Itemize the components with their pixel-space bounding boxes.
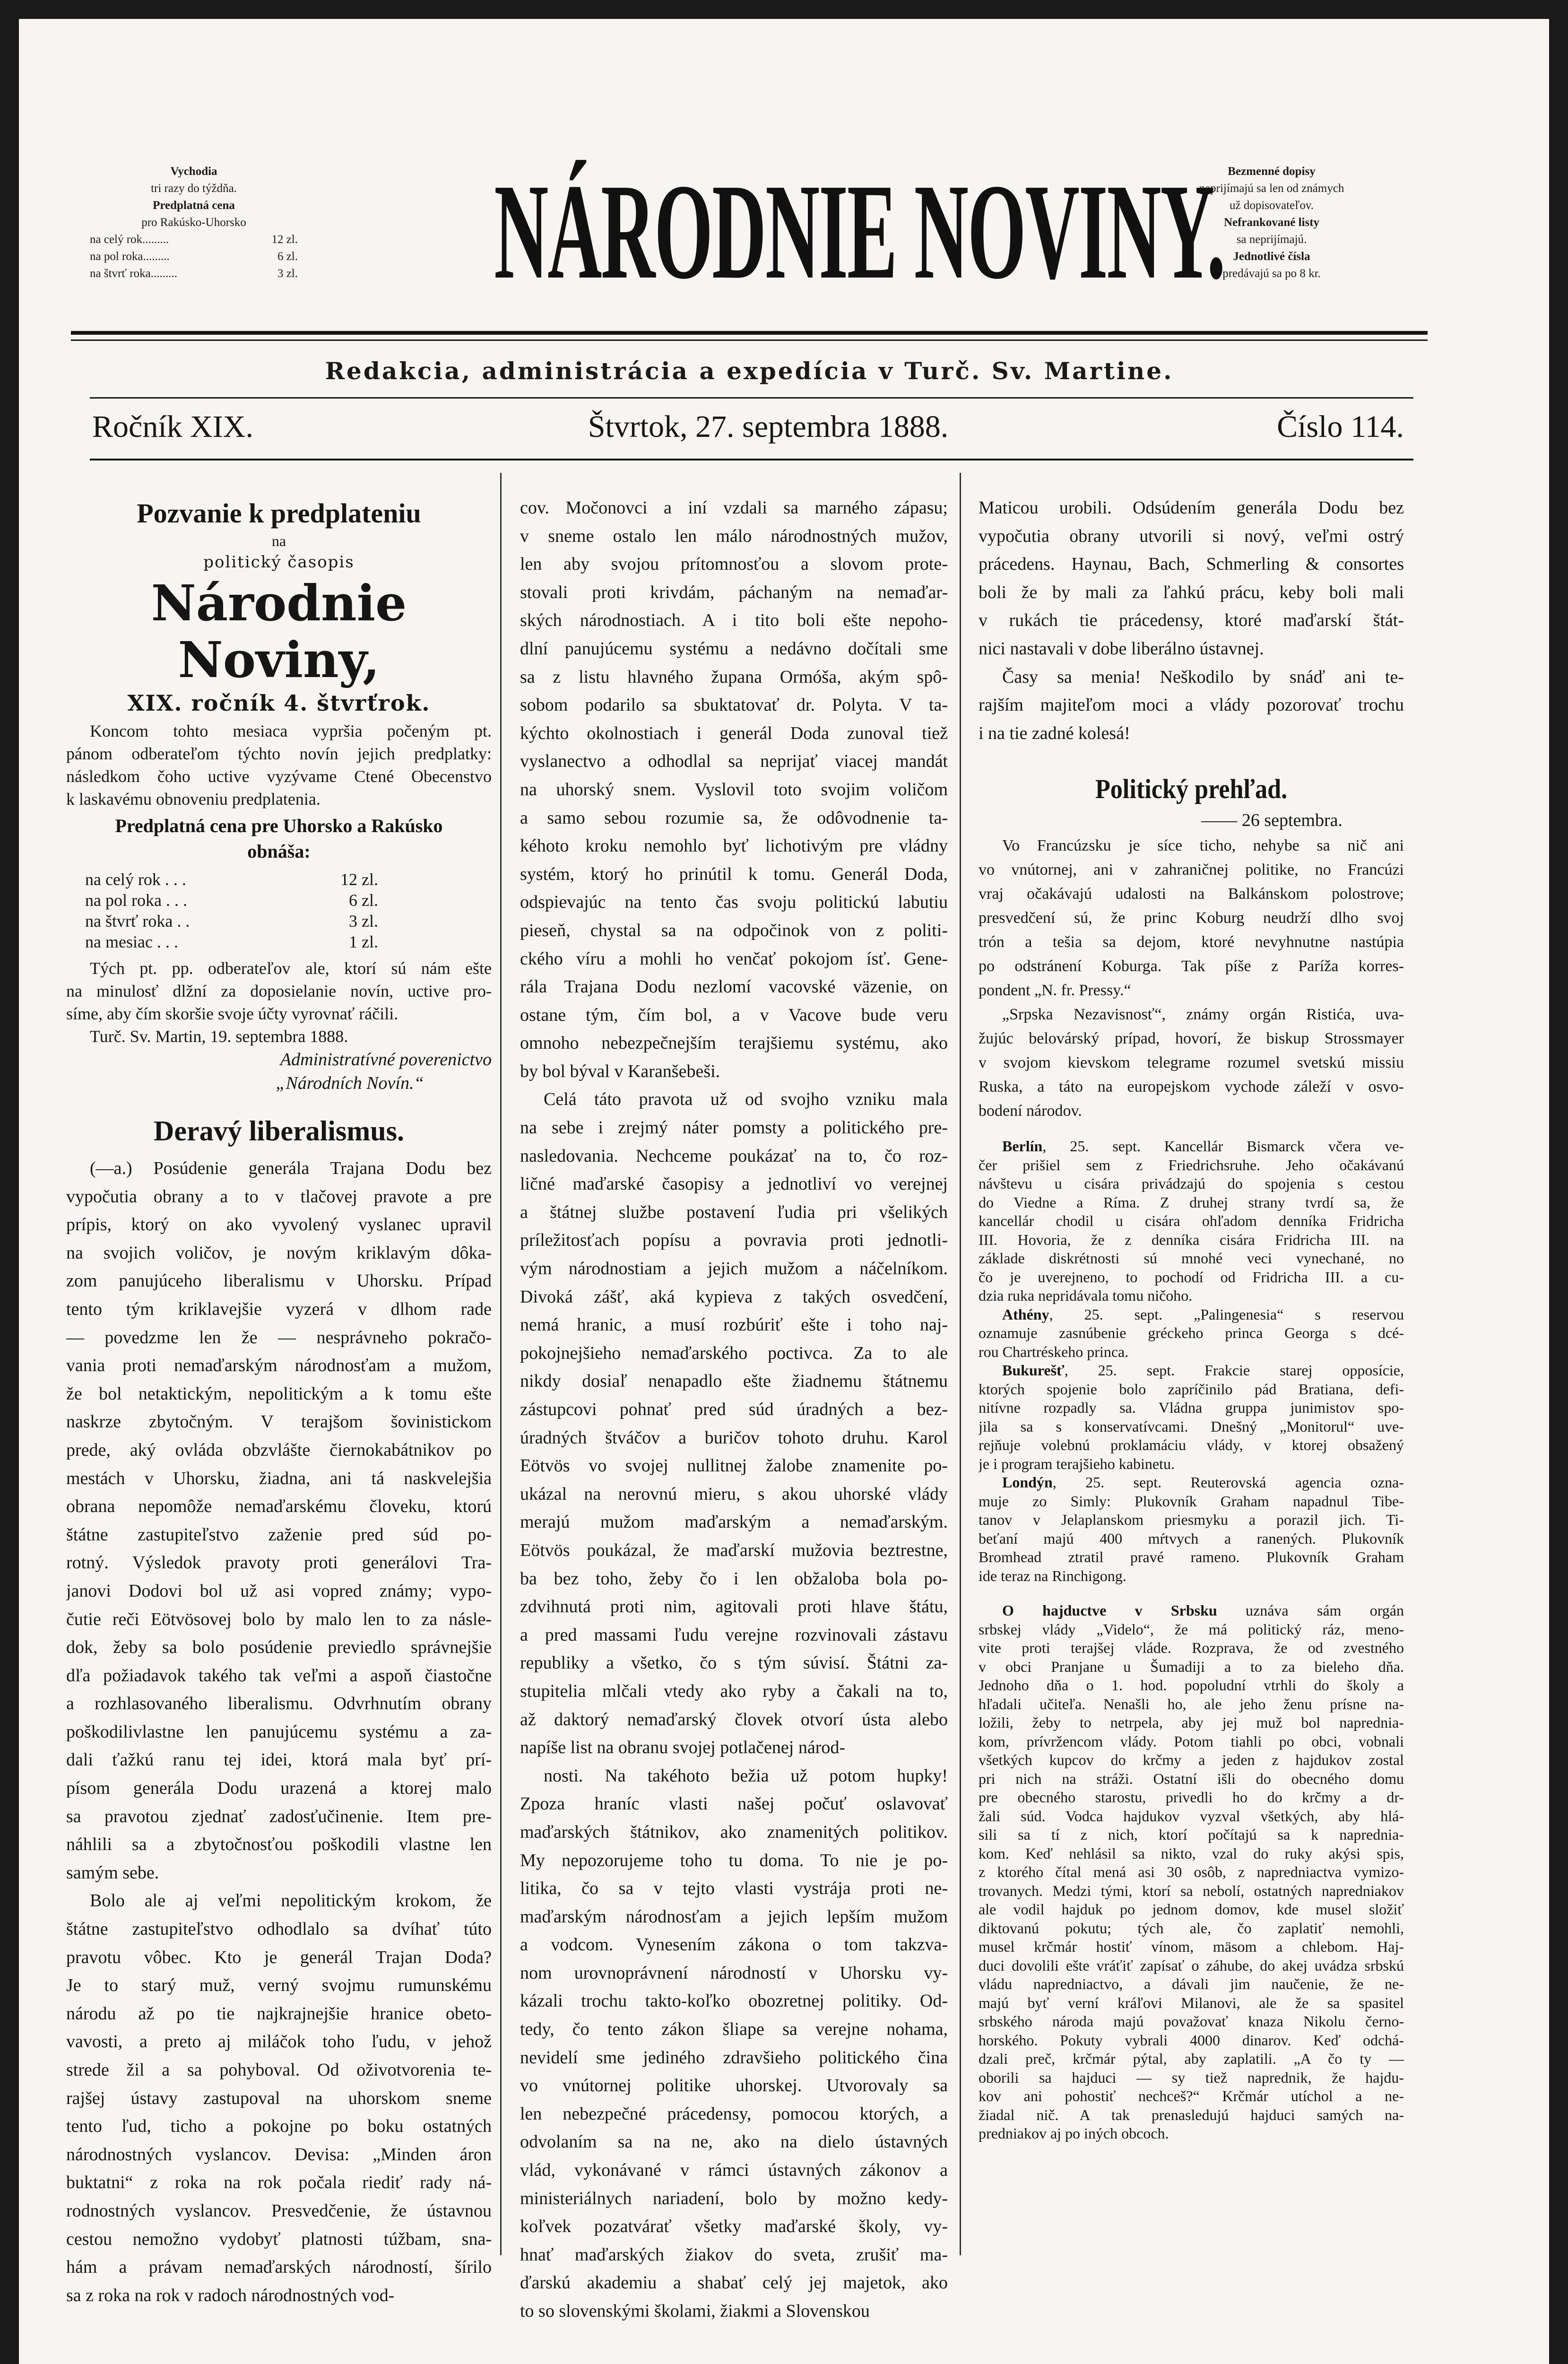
price-row [90, 248, 298, 265]
text-line: naskrze zbytočným. V terajšom šovinistickom [66, 1412, 492, 1432]
text-line: stovali proti krivdám, páchaným na nemaďar- [520, 582, 948, 602]
lead-word: Bukurešť [1002, 1362, 1065, 1379]
text-line: srbského národa majú považovať knaza Nikolu černo- [979, 2013, 1404, 2030]
text-line: v svojom kievskom telegrame rozumel svetskú missiu [979, 1054, 1404, 1072]
text-line: nom urovnoprávnení národností v Uhorsku vy- [520, 1963, 948, 1983]
notice-box-right [1153, 163, 1390, 282]
text-line: kom, prívržencom vlády. Potom tiahli po obci, vobnali [979, 1732, 1404, 1750]
text-line: kéhoto kroku nemohlo byť lichotivým pre vládny [520, 836, 948, 856]
text-line: pondent „N. fr. Pressy.“ [979, 982, 1131, 999]
text-line: príležitosťach popísu a povravia proti jednotli- [520, 1230, 948, 1251]
text-line: a vodcom. Vynesením zákona o tom takzva- [520, 1935, 948, 1955]
issue-number: Číslo 114. [1277, 409, 1404, 444]
text-line: rála Trajana Dodu nezlomí vacovské väzenie, on [520, 977, 948, 997]
subscription-sub: politický časopis [203, 553, 355, 572]
text-line: presvedčení sú, že princ Koburg neudrží dlho svoj [979, 909, 1404, 927]
text-line: dlní panujúcemu systému a nedávno dočítali sme [520, 638, 948, 659]
column-2 [520, 494, 948, 2326]
right-box-line: neprijímajú sa len od známych [1199, 182, 1344, 195]
dateline-rule-top [90, 397, 1413, 399]
text-line: Časy sa menia! Neškodilo by snáď ani te- [1002, 667, 1404, 687]
text-line: tedy, čo tento zákon šliape sa verejne nohama, [520, 2019, 948, 2040]
text-line: — povedzme len že — nesprávneho pokračo- [66, 1327, 492, 1347]
text-line: sa z roka na rok v radoch národnostných vod- [66, 2285, 395, 2305]
text-line: odvolaním sa na ne, ako na dielo ústavných [520, 2132, 948, 2152]
price-label: na pol roka......... [90, 250, 170, 263]
text-line: nici nastavali v dobe liberálno ústavnej. [979, 638, 1264, 659]
text-line: hám a právam nemaďarských národností, šírilo [66, 2257, 492, 2277]
price-row [85, 890, 378, 911]
text-line: jila sa s konservatívcami. Dnešný „Monitorul“ uve- [979, 1417, 1404, 1435]
text-line: po odstránení Koburga. Tak píše z Paríža korres- [979, 957, 1404, 975]
text-line: Bukurešť, 25. sept. Frakcie starej opposície, [1002, 1362, 1404, 1379]
signature-line-2: „Národních Novín.“ [276, 1073, 424, 1093]
text-line: trón a tešia sa dejom, ktoré nevyhnutne nastúpia [979, 933, 1404, 951]
text-line: to so slovenskými školami, žiakmi a Slovenskou [520, 2301, 870, 2321]
text-line: tento tým kriklavejšie vyzerá v dlhom rade [66, 1299, 492, 1319]
text-line: Eötvös vo svojej nullitnej žalobe znamenite po- [520, 1456, 948, 1476]
text-line: a pred massami ľudu verejne rozvinovali zástavu [520, 1625, 948, 1645]
text-line: boli že by mali za ľahkú prácu, keby boli mali [979, 582, 1404, 602]
text-line: vavosti, a preto aj miláčok toho ľudu, v jehož [66, 2032, 492, 2052]
text-line: Berlín, 25. sept. Kancellár Bismarck včera ve- [1002, 1138, 1404, 1155]
text-line: predniakov aj po iných obcoch. [979, 2125, 1169, 2142]
text-line: rou Chartréskeho princa. [979, 1343, 1129, 1360]
news-paragraphs [979, 834, 1404, 1123]
text-line: ktorých spojenie bolo zapríčinilo pád Bratiana, defi- [979, 1380, 1404, 1398]
text-line: ložili, žeby to netrpela, aby jej muž bol napredniа- [979, 1714, 1404, 1731]
text-line: pánom odberateľom týchto novín jejich predplatky: [66, 744, 492, 763]
masthead-rule-thick [71, 331, 1428, 335]
text-line: v sneme ostalo len málo národnostných mužov, [520, 526, 948, 546]
text-line: štátne zastupiteľstvo zaženie pred súd po- [66, 1524, 492, 1545]
price-heading-2: obnáša: [247, 841, 311, 862]
text-line: republiky a všetko, čo s tým súvisí. Štátni za- [520, 1653, 948, 1673]
text-line: vania proti nemaďarským národnosťam a mužom, [66, 1356, 492, 1376]
text-line: Athény, 25. sept. „Palingenesia“ s reservou [1002, 1305, 1404, 1323]
text-line: písom generála Dodu urazená a ktorej malo [66, 1778, 492, 1799]
text-line: nasledovania. Nechceme poukázať na to, čo roz- [520, 1146, 948, 1166]
right-box-line: už dopisovateľov. [1230, 199, 1314, 212]
text-line: dali ťažkú ranu tej idei, ktorá mala byť prí- [66, 1750, 492, 1770]
issue-date: Štvrtok, 27. septembra 1888. [588, 409, 949, 444]
text-line: zdvihnutá proti nim, agitovali proti hlave štátu, [520, 1597, 948, 1617]
text-line: pravotu vôbec. Kto je generál Trajan Doda? [66, 1947, 492, 1967]
text-line: merajú mužom maďarským a nemaďarským. [520, 1512, 948, 1532]
text-line: rajším majiteľom moci a vlády pozorovať trochu [979, 695, 1404, 715]
text-line: napíše list na obranu svojej potlačenej národ- [520, 1738, 846, 1758]
column-1 [66, 496, 492, 2310]
column-3 [979, 494, 1404, 2143]
text-line: III. Hovoria, že z denníka cisára Fridricha III. na [979, 1231, 1404, 1248]
masthead-rule-thin [71, 339, 1428, 341]
text-line: na sebe i zrejmý náter pomsty a politického pre- [520, 1118, 948, 1138]
price-row [90, 231, 298, 248]
text-line: srbskej vlády „Videlo“, že má politický ráz, meno- [979, 1620, 1404, 1638]
text-line: čo je uverejneno, to pochodí od Fridricha III. a cu- [979, 1268, 1404, 1286]
price-value: 12 zl. [271, 233, 298, 246]
text-line: pri nich na stráži. Ostatní išli do obecného domu [979, 1770, 1404, 1787]
price-label: na štvrť roka . . [85, 912, 190, 930]
text-line: všetkých kupcov do krčmy a jeden z hajdukov zostal [979, 1751, 1404, 1769]
text-line: vypočutia obrany a to v tlačovej pravote a pre [66, 1186, 492, 1207]
text-line: horského. Pokuty vybrali 4000 dinarov. Keď odchá- [979, 2031, 1404, 2049]
text-line: ide teraz na Rinchigong. [979, 1567, 1126, 1584]
text-line: dzia ruka nepridávala tomu ničoho. [979, 1287, 1193, 1304]
dateline-rule-bottom [90, 459, 1413, 461]
hajductvo-news [979, 1601, 1404, 2143]
text-line: ba bez toho, žeby čo i len obžaloba bola po- [520, 1568, 948, 1589]
text-line: rajšej ústavy zastupoval na uhorskom sneme [66, 2088, 492, 2108]
price-row [85, 911, 378, 931]
subscription-intro [66, 720, 492, 810]
text-line: beťaní majú 400 mŕtvych a ranených. Plukovník [979, 1530, 1404, 1547]
text-line: vým národnostiam a jejich mužom a náčelníkom. [520, 1259, 948, 1279]
left-box-line: pro Rakúsko-Uhorsko [141, 216, 246, 229]
text-line: i na tie zadné kolesá! [979, 723, 1130, 743]
text-line: by bol býval v Karanšebeši. [520, 1061, 720, 1081]
text-line: diktovanú pokutu; tých ale, čo zaplatiť nemohli, [979, 1919, 1404, 1937]
text-line: Zpoza hraníc vlasti našej počuť oslavovať [520, 1794, 948, 1814]
text-line: je i program terajšieho kabinetu. [979, 1455, 1175, 1472]
section-dateline: —— 26 septembra. [1201, 810, 1343, 831]
masthead-title: NÁRODNIE NOVINY. [494, 156, 1225, 307]
text-line: omnoho nebezpečnejším terajšiemu systému, ako [520, 1033, 948, 1053]
text-line: a štátnej službe postavení ľudia pri všelikých [520, 1202, 948, 1222]
text-line: prácedens. Haynau, Bach, Schmerling & consortes [979, 554, 1404, 574]
text-line: buktatni“ z roka na rok počala riediť rady ná- [66, 2173, 492, 2193]
text-line: ministeriálnych nariadení, bolo by možno kedy- [520, 2188, 948, 2208]
text-line: nikdy dosiaľ nenapadlo ešte žiadnemu štátnemu [520, 1371, 948, 1391]
price-value: 6 zl. [277, 250, 298, 263]
text-line: zástupcovi pohnať pred súd úradných a bez- [520, 1399, 948, 1419]
text-line: (—a.) Posúdenie generála Trajana Dodu bez [90, 1158, 492, 1178]
text-line: nitívne rozpadly sa. Vládna gruppa junimistov spo- [979, 1399, 1404, 1417]
subscription-box-left [90, 163, 298, 282]
text-line: vyslanectvo a odhodlal sa neprijať viacej mandát [520, 751, 948, 772]
text-line: kázali trochu takto-koľko obozretnej politiky. Od- [520, 1991, 948, 2011]
left-box-line: Predplatná cena [153, 199, 235, 212]
text-line: Tých pt. pp. odberateľov ale, ktorí sú nám ešte [90, 959, 492, 978]
text-line: len nebezpečné prácedensy, pomocou ktorých, a [520, 2103, 948, 2124]
text-line: ostane tým, čím bol, a v Vacove bude veru [520, 1005, 948, 1025]
text-line: k laskavému obnoveniu predplatenia. [66, 790, 321, 808]
lead-word: Athény [1002, 1305, 1049, 1323]
text-line: ďarskú akademiu a shabať celý jej majetok, ako [520, 2273, 948, 2293]
text-line: prípis, ktorý on ako vyvolený vyslanec upravil [66, 1215, 492, 1235]
text-line: O hajductve v Srbsku uznáva sám orgán [1002, 1602, 1404, 1619]
text-line: pokojnejšieho nemaďarského poctivca. Za to ale [520, 1343, 948, 1363]
column-separator [960, 473, 961, 2255]
text-line: ských národnostiach. A i tito boli ešte nepoho- [520, 610, 948, 631]
text-line: prede, aký ovláda obzvlášte čiernokabátnikov po [66, 1440, 492, 1460]
text-line: ale vodil hajduk po jednom domov, kde musel složiť [979, 1901, 1404, 1918]
text-line: muje zo Simly: Plukovník Graham napadnul Tibe- [979, 1492, 1404, 1510]
text-line: žiadal nič. A tak prenasledujú hajduci samých na- [979, 2106, 1404, 2123]
text-line: Koncom tohto mesiaca vypršia počeným pt. [90, 721, 492, 740]
text-line: náhlili sa a zbytočnosťou poškodili vlastne len [66, 1834, 492, 1855]
text-line: až daktorý nemaďarský človek otvorí ústa alebo [520, 1709, 948, 1730]
text-line: zom panujúceho liberalismu v Uhorsku. Prípad [66, 1271, 492, 1291]
volume-quarter: XIX. ročník 4. štvrťrok. [127, 690, 431, 716]
text-line: vypočutia obrany utvorili si nový, veľmi ostrý [979, 526, 1404, 546]
text-line: a rozhlasovaného liberalismu. Odvrhnutím obrany [66, 1694, 492, 1714]
section-heading: Politický prehľad. [1095, 774, 1288, 805]
text-line: mestách v Uhorsku, žiadna, ani tá naskvelejšia [66, 1468, 492, 1488]
text-line: Vo Francúzsku je síce ticho, nehybe sa nič ani [1002, 837, 1404, 855]
subscription-na: na [271, 532, 286, 549]
lead-word: Londýn [1002, 1474, 1053, 1491]
newspaper-name-large: Národnie Noviny, [151, 574, 407, 689]
text-line: Divoká zášť, aká kypieva z takých osvedčení, [520, 1286, 948, 1307]
text-line: cestou nemožno vydobyť platnosti túžbam, sna- [66, 2229, 492, 2249]
price-value: 3 zl. [277, 267, 298, 280]
text-line: a samo sebou rozumie sa, že odôvodnenie ta- [520, 808, 948, 828]
text-line: maďarských štátnikov, ako znamenitých politikov. [520, 1822, 948, 1842]
right-box-line: sa neprijímajú. [1236, 233, 1307, 246]
article-ending [979, 494, 1404, 747]
text-line: stupitelia mlčali vtedy ako ryby a čakali na to, [520, 1681, 948, 1701]
text-line: do Viedne a Ríma. Z druhej strany tvrdí sa, že [979, 1193, 1404, 1211]
text-line: cov. Močonovci a iní vzdali sa marného zápasu; [520, 498, 948, 518]
price-row [90, 265, 298, 282]
text-line: sa z listu hlavného župana Ormóša, akým spô- [520, 667, 948, 687]
price-row [85, 931, 378, 952]
right-box-line: Jednotlivé čísla [1233, 250, 1310, 263]
text-line: vite proti terajšej vláde. Rozprava, že od zvestného [979, 1639, 1404, 1657]
text-line: odspievajúc na tento čas svoju politickú labutiu [520, 892, 948, 913]
text-line: Turč. Sv. Martin, 19. septembra 1888. [90, 1027, 348, 1046]
text-line: Jednoho dňa o 1. hod. popoludní vtrhli do školy a [979, 1677, 1404, 1694]
text-line: návštevu u cisára privádzajú do spojenia s cestou [979, 1175, 1404, 1192]
text-line: na minulosť dlžní za doposielanie novín, uctive pro- [66, 982, 492, 1000]
lead-word: Berlín [1002, 1138, 1043, 1155]
text-line: dzali preč, krčmár pýtal, aby zaplatili. „A čo ty — [979, 2050, 1404, 2068]
subscription-notice [66, 957, 492, 1048]
text-line: kýchto okolnostiach i generál Doda zunoval tiež [520, 723, 948, 743]
price-value: 1 zl. [349, 932, 378, 951]
text-line: žali súd. Vodca hajdukov vyzval všetkých, aby hlá- [979, 1807, 1404, 1825]
text-line: pieseň, chystal sa na odpočinok von z politi- [520, 920, 948, 940]
price-label: na celý rok . . . [85, 870, 186, 889]
text-line: v obci Pranjane u Šumadiji a to za bieleho dňa. [979, 1658, 1404, 1675]
text-line: maďarským národnosťam a jejich lepším mužom [520, 1906, 948, 1927]
article-continued [520, 494, 948, 2326]
article-heading: Deravý liberalismus. [154, 1115, 404, 1147]
text-line: nemá hranic, a musí rozbúriť ešte i toho naj- [520, 1315, 948, 1335]
text-line: „Srpska Nezavisnosť“, známy orgán Ristića, uva- [1002, 1006, 1404, 1024]
text-line: hľadali učiteľa. Nenašli ho, ale jeho ženu prísne na- [979, 1695, 1404, 1712]
price-value: 6 zl. [349, 891, 378, 910]
text-line: na uhorský snem. Vyslovil toto svojim voličom [520, 779, 948, 800]
text-line: tanov v Jelaplanskom priesmyku a porazil jich. Ti- [979, 1511, 1404, 1529]
text-line: Bolo ale aj veľmi nepolitickým krokom, že [90, 1891, 492, 1911]
text-line: vraj očakávajú udalosti na Balkánskom polostrove; [979, 885, 1404, 903]
lead-word: O hajductve v Srbsku [1002, 1602, 1217, 1619]
text-line: majú byť verní kráľovi Milanovi, ale že sa spasitel [979, 1994, 1404, 2011]
text-line: úradných štváčov a buričov tohoto druhu. Karol [520, 1427, 948, 1448]
text-line: sa pravotou zjednať zadosťučinenie. Item pre- [66, 1806, 492, 1826]
text-line: dľa požiadavok takého tak veľmi a aspoň čiastočne [66, 1665, 492, 1686]
text-line: v rukách tie prácedensy, ktoré maďarskí štát- [979, 610, 1404, 631]
text-line: len aby svojou prítomnosťou a slovom prote- [520, 554, 948, 574]
text-line: Maticou urobili. Odsúdením generála Dodu bez [979, 498, 1404, 518]
text-line: ckého víru a mohli ho venčať pokojom ísť. Gene- [520, 948, 948, 969]
left-box-line: tri razy do týždňa. [151, 182, 237, 195]
text-line: čer prišiel sem z Friedrichsruhe. Jeho očakávanú [979, 1156, 1404, 1173]
text-line: žujúc belovárský prípad, hovorí, že biskup Strossmayer [979, 1030, 1404, 1048]
text-line: nevidelí sme jediného zdravšieho politického čina [520, 2047, 948, 2068]
text-line: vlád, vykonávané v rámci ústavných zákonov a [520, 2160, 948, 2181]
signature-line-1: Administratívné poverenictvo [280, 1050, 492, 1069]
text-line: následkom čoho uctive vyzývame Ctené Obecenstvo [66, 767, 492, 786]
masthead [293, 156, 1225, 317]
text-line: litika, čo sa v tejto vlasti vystrája proti ne- [520, 1878, 948, 1899]
text-line: tento ľud, ticho a pokojne po boku ostatných [66, 2116, 492, 2137]
text-line: strede žil a sa pohyboval. Od oživotvorenia te- [66, 2060, 492, 2080]
text-line: Bromhead ztratil pravé rameno. Plukovník Graham [979, 1548, 1404, 1566]
left-box-price-list [90, 231, 298, 282]
price-row [85, 869, 378, 890]
text-line: na svojich voličov, je novým kriklavým dôka- [66, 1243, 492, 1263]
text-line: vo vnútornej, ani v zahraničnej politike, no Francúzi [979, 861, 1404, 879]
price-label: na mesiac . . . [85, 932, 178, 951]
text-line: nosti. Na takéhoto bežia už potom hupky! [544, 1765, 948, 1786]
right-box-line: predávajú sa po 8 kr. [1222, 267, 1321, 280]
text-line: síme, aby čím skoršie svoje účty vyrovnať ráčili. [66, 1004, 398, 1023]
price-label: na pol roka . . . [85, 891, 187, 910]
text-line: koľvek pozatvárať všetky maďarské školy, vy- [520, 2216, 948, 2237]
text-line: vo vnútornej politike uhorskej. Utvorovaly sa [520, 2076, 948, 2096]
left-box-title: Vychodia [170, 165, 217, 178]
text-line: sili sa tí z nich, ktorí počítajú sa k napredniа- [979, 1826, 1404, 1843]
text-line: pre obecného starostu, privedli ho do krčmy a dr- [979, 1789, 1404, 1806]
text-line: ukázal na nerovnú mieru, s akou uhorské vlády [520, 1484, 948, 1504]
volume-number: Ročník XIX. [92, 409, 253, 444]
text-line: Ruska, a táto na europejskom vychode záleží v osvo- [979, 1078, 1404, 1096]
text-line: z ktorého čítal mená asi 30 osôb, z napredniactva vymizo- [979, 1863, 1404, 1881]
text-line: čutie reči Eötvösovej bolo by malo len to za násle- [66, 1609, 492, 1629]
text-line: oborili sa hajduci — sy tiež naprednik, že hajdu- [979, 2068, 1404, 2086]
price-value: 3 zl. [349, 912, 378, 930]
text-line: dok, žeby sa bolo posúdenie previedlo správnejšie [66, 1637, 492, 1658]
column-separator [500, 473, 502, 2255]
text-line: janovi Dodovi bol už asi vopred známy; vypo- [66, 1581, 492, 1601]
right-box-line: Nefrankované listy [1223, 216, 1320, 229]
text-line: systém, ktorý ho prinútil k tomu. Generál Doda, [520, 864, 948, 884]
price-heading: Predplatná cena pre Uhorsko a Rakúsko [115, 815, 443, 836]
text-line: Londýn, 25. sept. Reuterovská agencia ozna- [1002, 1474, 1404, 1491]
text-line: Celá táto pravota už od svojho vzniku mala [544, 1089, 948, 1110]
article-body [66, 1155, 492, 2310]
text-line: vládu napredniactvo, a dávali jim naučenie, že ne- [979, 1975, 1404, 1993]
text-line: bodení národov. [979, 1102, 1082, 1120]
text-line: rotný. Výsledok pravoty proti generálovi Tra- [66, 1553, 492, 1573]
text-line: obrana nepomôže nemaďarskému človeku, ktorú [66, 1496, 492, 1517]
text-line: rodnostných vyslancov. Presvedčenie, že ústavnou [66, 2200, 492, 2221]
text-line: národu až po tie najkrajnejšie hranice obeto- [66, 2003, 492, 2024]
editorial-address: Redakcia, administrácia a expedícia v Turč. Sv. Martine. [325, 357, 1174, 385]
text-line: národnostných vyslancov. Devisa: „Minden áron [66, 2144, 492, 2164]
price-label: na štvrť roka......... [90, 267, 177, 280]
text-line: kom. Keď nehlásil sa nikto, vzal do ruky akýsi spis, [979, 1844, 1404, 1862]
text-line: Je to starý muž, verný svojmu rumunskému [66, 1975, 492, 1996]
text-line: trovanych. Medzi tými, ktorí sa nebolí, ostatných napredniаkov [979, 1882, 1404, 1899]
text-line: ličné maďarské časopisy a jednotliví vo verejnej [520, 1174, 948, 1194]
price-label: na celý rok......... [90, 233, 169, 246]
text-line: Eötvös poukázal, že maďarskí mužovia beztrestne, [520, 1540, 948, 1560]
text-line: kov ani pohostiť nechceš?“ Krčmár utíchol a ne- [979, 2087, 1404, 2105]
price-list [85, 869, 378, 952]
text-line: rejňuje volebnú proklamáciu vlády, v ktorej obsažený [979, 1436, 1404, 1454]
price-value: 12 zl. [340, 870, 378, 889]
text-line: základe diskrétnosti sú mnohé veci vynechané, no [979, 1250, 1404, 1267]
right-box-line: Bezmenné dopisy [1228, 165, 1316, 178]
subscription-heading: Pozvanie k predplateniu [137, 498, 421, 529]
text-line: My nepozorujeme toho tu doma. To nie je po- [520, 1850, 948, 1870]
text-line: že bol netaktickým, nepolitickým a k tomu ešte [66, 1383, 492, 1404]
text-line: poškodilivlastne len panujúcemu systému a za- [66, 1721, 492, 1742]
text-line: samým sebe. [66, 1862, 159, 1883]
text-line: oznamuje zasnúbenie gréckeho princa Georga s dcé- [979, 1324, 1404, 1342]
text-line: musel krčmár hostiť vínom, mäsom a chlebom. Haj- [979, 1938, 1404, 1956]
text-line: sobom podarilo sa sbuktatovať dr. Polyta. V ta- [520, 695, 948, 715]
foreign-news [979, 1137, 1404, 1585]
text-line: duci dovolili ešte vráťiť zapísať o záhube, do akej uvádza srbskú [979, 1956, 1404, 1974]
text-line: hnať maďarských žiakov do sveta, zrušiť ma- [520, 2244, 948, 2265]
newspaper-page [19, 19, 1549, 2364]
text-line: štátne zastupiteľstvo odhodlalo sa dvíhať túto [66, 1919, 492, 1939]
text-line: kancellár chodil u cisára ohľadom denníka Fridricha [979, 1212, 1404, 1230]
